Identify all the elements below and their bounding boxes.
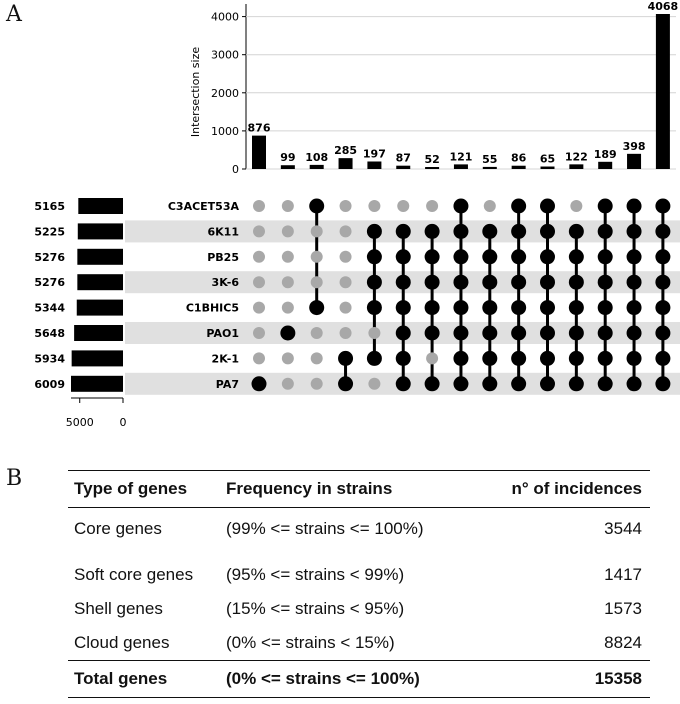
- matrix-dot-filled: [627, 224, 642, 239]
- matrix-dot-filled: [511, 376, 526, 391]
- matrix-dot-filled: [309, 199, 324, 214]
- table-row: [68, 558, 650, 592]
- matrix-dot-empty: [340, 276, 352, 288]
- row-count: 1417: [604, 565, 642, 584]
- matrix-dot-empty: [311, 225, 323, 237]
- matrix-dot-filled: [598, 376, 613, 391]
- matrix-dot-empty: [253, 302, 265, 314]
- set-size-label: 5344: [34, 301, 65, 315]
- matrix-dot-filled: [598, 275, 613, 290]
- matrix-dot-filled: [511, 224, 526, 239]
- matrix-dot-filled: [511, 199, 526, 214]
- matrix-dot-filled: [482, 300, 497, 315]
- intersection-bar: [512, 166, 526, 169]
- set-size-label: 5165: [34, 200, 65, 213]
- set-size-bar: [77, 249, 123, 265]
- matrix-dot-filled: [367, 300, 382, 315]
- matrix-dot-filled: [453, 275, 468, 290]
- intersection-value-label: 285: [334, 144, 358, 158]
- intersection-value-label: 52: [424, 153, 440, 167]
- intersection-value-label: 398: [622, 139, 646, 153]
- intersection-value-label: 65: [539, 152, 556, 166]
- matrix-dot-filled: [627, 275, 642, 290]
- matrix-dot-filled: [396, 249, 411, 264]
- intersection-value-label: 122: [564, 150, 588, 164]
- set-size-label: 6009: [34, 377, 65, 391]
- y-tick-label: 1000: [211, 124, 239, 138]
- matrix-dot-empty: [368, 327, 380, 339]
- matrix-dot-empty: [282, 302, 294, 314]
- y-tick-label: 2000: [211, 86, 239, 100]
- matrix-dot-filled: [569, 300, 584, 315]
- matrix-dot-filled: [511, 300, 526, 315]
- matrix-dot-filled: [425, 326, 440, 341]
- matrix-dot-filled: [396, 224, 411, 239]
- matrix-dot-filled: [338, 376, 353, 391]
- table-spacer: [68, 546, 650, 558]
- matrix-dot-filled: [655, 275, 670, 290]
- matrix-dot-filled: [569, 326, 584, 341]
- matrix-dot-empty: [570, 200, 582, 212]
- header-type: Type of genes: [68, 471, 220, 508]
- intersection-value-label: 4068: [647, 0, 679, 13]
- matrix-dot-empty: [282, 276, 294, 288]
- matrix-dot-filled: [396, 376, 411, 391]
- matrix-dot-filled: [252, 376, 267, 391]
- matrix-dot-filled: [396, 351, 411, 366]
- intersection-bar: [252, 136, 266, 169]
- intersection-value-label: 108: [305, 150, 329, 164]
- set-name-label: PAO1: [206, 327, 239, 340]
- matrix-dot-empty: [253, 276, 265, 288]
- set-size-label: 5276: [34, 276, 65, 290]
- matrix-dot-filled: [627, 326, 642, 341]
- matrix-dot-filled: [540, 275, 555, 290]
- matrix-dot-filled: [396, 275, 411, 290]
- matrix-dot-filled: [511, 351, 526, 366]
- matrix-dot-filled: [396, 300, 411, 315]
- row-frequency: (99% <= strains <= 100%): [226, 519, 424, 538]
- header-frequency: Frequency in strains: [220, 471, 488, 508]
- row-type: Core genes: [74, 519, 162, 538]
- total-type: Total genes: [68, 661, 220, 698]
- y-tick-label: 4000: [211, 10, 239, 24]
- matrix-dot-empty: [282, 225, 294, 237]
- matrix-dot-filled: [511, 275, 526, 290]
- matrix-dot-filled: [367, 249, 382, 264]
- set-size-bar: [78, 198, 123, 214]
- matrix-dot-filled: [598, 351, 613, 366]
- set-size-label: 5225: [34, 225, 65, 239]
- set-name-label: 2K-1: [211, 352, 239, 366]
- matrix-dot-filled: [453, 326, 468, 341]
- matrix-dot-empty: [253, 251, 265, 263]
- intersection-bar: [396, 166, 410, 169]
- set-size-bar: [77, 274, 123, 290]
- matrix-dot-filled: [511, 326, 526, 341]
- matrix-dot-empty: [282, 378, 294, 390]
- gene-frequency-table: [68, 470, 650, 698]
- panel-label-b: B: [6, 466, 23, 491]
- matrix-dot-empty: [340, 200, 352, 212]
- matrix-dot-empty: [282, 251, 294, 263]
- matrix-dot-empty: [253, 200, 265, 212]
- set-size-bar: [77, 300, 123, 316]
- intersection-bar: [425, 167, 439, 169]
- matrix-dot-filled: [425, 224, 440, 239]
- set-name-label: PB25: [207, 250, 239, 264]
- matrix-dot-filled: [598, 249, 613, 264]
- matrix-dot-filled: [540, 224, 555, 239]
- matrix-dot-filled: [453, 351, 468, 366]
- matrix-dot-filled: [569, 351, 584, 366]
- intersection-bar: [281, 165, 295, 169]
- matrix-dot-filled: [627, 351, 642, 366]
- intersection-value-label: 876: [247, 121, 271, 135]
- matrix-dot-empty: [426, 352, 438, 364]
- matrix-dot-empty: [397, 200, 409, 212]
- table-total-row: [68, 661, 650, 698]
- matrix-dot-filled: [655, 376, 670, 391]
- matrix-dot-filled: [540, 249, 555, 264]
- matrix-dot-filled: [540, 376, 555, 391]
- set-size-bar: [78, 223, 123, 239]
- row-type: Shell genes: [74, 599, 163, 618]
- intersection-bar: [367, 161, 381, 169]
- matrix-dot-filled: [655, 249, 670, 264]
- row-frequency: (0% <= strains < 15%): [226, 633, 395, 652]
- matrix-dot-filled: [367, 351, 382, 366]
- matrix-dot-empty: [253, 352, 265, 364]
- matrix-dot-filled: [425, 275, 440, 290]
- set-size-tick-label: 0: [119, 416, 127, 429]
- matrix-dot-filled: [540, 326, 555, 341]
- matrix-dot-empty: [368, 200, 380, 212]
- y-tick-label: 3000: [211, 48, 239, 62]
- intersection-bar: [627, 154, 641, 169]
- intersection-value-label: 197: [362, 147, 386, 161]
- matrix-dot-empty: [340, 327, 352, 339]
- matrix-dot-filled: [453, 300, 468, 315]
- matrix-dot-filled: [367, 275, 382, 290]
- intersection-bar: [569, 164, 583, 169]
- set-size-label: 5934: [34, 352, 65, 366]
- matrix-dot-empty: [311, 378, 323, 390]
- table-row: [68, 592, 650, 626]
- intersection-value-label: 55: [482, 152, 498, 166]
- matrix-dot-filled: [627, 199, 642, 214]
- matrix-dot-filled: [598, 300, 613, 315]
- matrix-dot-filled: [453, 199, 468, 214]
- matrix-dot-filled: [367, 224, 382, 239]
- matrix-dot-filled: [482, 351, 497, 366]
- matrix-dot-filled: [425, 376, 440, 391]
- set-size-bar: [74, 325, 123, 341]
- intersection-value-label: 189: [593, 147, 617, 161]
- intersection-bar: [656, 14, 670, 169]
- set-size-bar: [72, 350, 123, 366]
- matrix-dot-filled: [655, 326, 670, 341]
- set-size-label: 5276: [34, 250, 65, 264]
- row-count: 8824: [604, 633, 642, 652]
- matrix-dot-filled: [511, 249, 526, 264]
- matrix-dot-empty: [311, 276, 323, 288]
- intersection-bar: [483, 167, 497, 169]
- intersection-value-label: 99: [280, 151, 296, 165]
- matrix-dot-filled: [655, 224, 670, 239]
- matrix-dot-empty: [340, 302, 352, 314]
- row-type: Soft core genes: [74, 565, 194, 584]
- matrix-dot-filled: [569, 249, 584, 264]
- intersection-bar: [339, 158, 353, 169]
- matrix-dot-empty: [368, 378, 380, 390]
- matrix-dot-filled: [627, 300, 642, 315]
- matrix-dot-empty: [426, 200, 438, 212]
- matrix-dot-filled: [453, 376, 468, 391]
- matrix-dot-filled: [280, 326, 295, 341]
- matrix-dot-filled: [396, 326, 411, 341]
- matrix-dot-empty: [311, 352, 323, 364]
- matrix-dot-empty: [340, 251, 352, 263]
- matrix-dot-filled: [627, 249, 642, 264]
- row-count: 1573: [604, 599, 642, 618]
- matrix-dot-filled: [453, 224, 468, 239]
- table-row: [68, 508, 650, 547]
- matrix-dot-filled: [482, 326, 497, 341]
- set-name-label: PA7: [215, 377, 239, 391]
- set-name-label: 6K11: [207, 225, 239, 239]
- matrix-dot-filled: [309, 300, 324, 315]
- total-count: 15358: [488, 661, 650, 698]
- total-frequency: (0% <= strains <= 100%): [220, 661, 488, 698]
- matrix-dot-filled: [482, 249, 497, 264]
- intersection-bar: [598, 162, 612, 169]
- set-size-tick-label: 5000: [65, 416, 94, 429]
- matrix-dot-filled: [598, 199, 613, 214]
- matrix-dot-filled: [655, 351, 670, 366]
- matrix-dot-filled: [655, 300, 670, 315]
- set-name-label: C1BHIC5: [185, 301, 239, 315]
- matrix-dot-filled: [540, 300, 555, 315]
- intersection-value-label: 86: [510, 151, 527, 165]
- intersection-value-label: 87: [395, 151, 411, 165]
- y-tick-label: 0: [232, 163, 239, 176]
- table-header-row: [68, 471, 650, 508]
- set-size-label: 5648: [34, 327, 65, 340]
- row-type: Cloud genes: [74, 633, 170, 652]
- matrix-dot-filled: [482, 275, 497, 290]
- matrix-dot-filled: [569, 224, 584, 239]
- matrix-dot-filled: [569, 376, 584, 391]
- header-incidences: n° of incidences: [488, 471, 650, 508]
- set-name-label: C3ACET53A: [167, 200, 239, 213]
- matrix-dot-filled: [425, 300, 440, 315]
- matrix-dot-empty: [311, 327, 323, 339]
- matrix-dot-filled: [569, 275, 584, 290]
- intersection-value-label: 121: [449, 150, 473, 164]
- matrix-dot-filled: [482, 376, 497, 391]
- row-frequency: (15% <= strains < 95%): [226, 599, 405, 618]
- set-name-label: 3K-6: [211, 276, 239, 290]
- matrix-dot-empty: [311, 251, 323, 263]
- intersection-bar: [541, 167, 555, 169]
- matrix-dot-empty: [340, 225, 352, 237]
- matrix-dot-filled: [540, 351, 555, 366]
- matrix-dot-filled: [540, 199, 555, 214]
- row-frequency: (95% <= strains < 99%): [226, 565, 405, 584]
- matrix-dot-filled: [598, 326, 613, 341]
- matrix-dot-filled: [627, 376, 642, 391]
- matrix-dot-filled: [425, 249, 440, 264]
- row-count: 3544: [604, 519, 642, 538]
- matrix-dot-filled: [655, 199, 670, 214]
- matrix-dot-empty: [253, 225, 265, 237]
- panel-label-a: A: [6, 2, 22, 27]
- y-axis-title: Intersection size: [189, 46, 202, 138]
- matrix-dot-empty: [282, 200, 294, 212]
- matrix-dot-filled: [482, 224, 497, 239]
- table-row: [68, 626, 650, 661]
- matrix-dot-empty: [253, 327, 265, 339]
- matrix-dot-filled: [338, 351, 353, 366]
- matrix-dot-empty: [282, 352, 294, 364]
- intersection-bar: [310, 165, 324, 169]
- set-size-bar: [71, 376, 123, 392]
- matrix-dot-filled: [453, 249, 468, 264]
- matrix-dot-filled: [598, 224, 613, 239]
- matrix-dot-empty: [484, 200, 496, 212]
- intersection-bar: [454, 164, 468, 169]
